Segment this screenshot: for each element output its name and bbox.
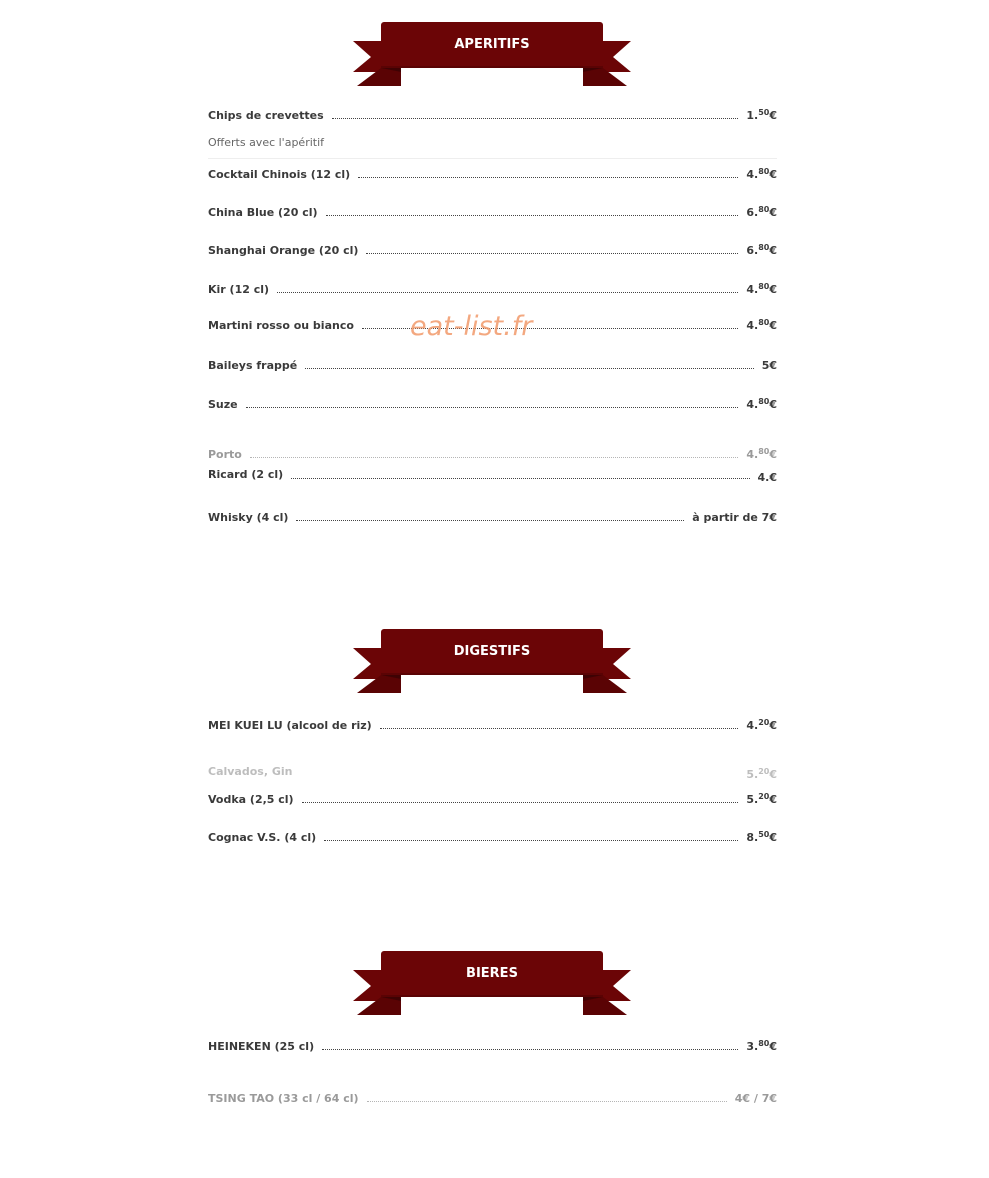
item-price: 8.50€ <box>746 830 777 844</box>
item-price: 4.80€ <box>746 167 777 181</box>
item-name: Kir (12 cl) <box>208 283 270 296</box>
item-price: 6.80€ <box>746 243 777 257</box>
section-banner <box>353 22 631 88</box>
dotted-leader <box>326 214 739 216</box>
item-name: Chips de crevettes <box>208 109 324 122</box>
item-price: 4.80€ <box>746 282 777 296</box>
dotted-leader <box>366 252 738 254</box>
item-price: à partir de 7€ <box>692 511 777 524</box>
menu-item <box>208 238 777 258</box>
item-name: Whisky (4 cl) <box>208 511 289 524</box>
menu-item <box>208 468 777 484</box>
dotted-leader <box>300 767 738 768</box>
menu-item <box>208 277 777 297</box>
item-name: Cognac V.S. (4 cl) <box>208 831 317 844</box>
item-price: 4.80€ <box>746 447 777 461</box>
menu-item <box>208 787 777 807</box>
item-price: 4.80€ <box>746 397 777 411</box>
item-name: Baileys frappé <box>208 359 298 372</box>
item-name: Porto <box>208 448 242 461</box>
section-title: DIGESTIFS <box>453 644 531 659</box>
dotted-leader <box>324 839 738 841</box>
item-price: 4€ / 7€ <box>734 1092 777 1105</box>
item-name: China Blue (20 cl) <box>208 206 318 219</box>
dotted-leader <box>296 519 684 521</box>
item-name: MEI KUEI LU (alcool de riz) <box>208 719 372 732</box>
menu-item <box>208 713 777 733</box>
menu-item <box>208 505 777 525</box>
item-name: Martini rosso ou bianco <box>208 319 354 332</box>
section-title: APERITIFS <box>454 37 530 52</box>
item-price: 4.20€ <box>746 718 777 732</box>
dotted-leader <box>302 801 739 803</box>
dotted-leader <box>322 1048 738 1050</box>
item-name: Ricard (2 cl) <box>208 468 284 481</box>
item-price: 4.€ <box>757 471 777 484</box>
dotted-leader <box>305 367 753 369</box>
dotted-leader <box>246 406 739 408</box>
dotted-leader <box>250 456 739 458</box>
item-price: 3.80€ <box>746 1039 777 1053</box>
menu-item <box>208 825 777 845</box>
menu-item <box>208 765 777 781</box>
menu-item <box>208 200 777 220</box>
menu-item <box>208 392 777 412</box>
item-price: 6.80€ <box>746 205 777 219</box>
item-name: Calvados, Gin <box>208 765 293 778</box>
item-name: Cocktail Chinois (12 cl) <box>208 168 351 181</box>
item-price: 5€ <box>761 359 777 372</box>
section-banner <box>353 629 631 695</box>
menu-item <box>208 1034 777 1054</box>
item-name: HEINEKEN (25 cl) <box>208 1040 315 1053</box>
dotted-leader <box>277 291 738 293</box>
section-title: BIERES <box>466 966 518 981</box>
item-name: Shanghai Orange (20 cl) <box>208 244 359 257</box>
menu-item <box>208 162 777 182</box>
menu-item <box>208 103 777 123</box>
dotted-leader <box>380 727 739 729</box>
item-price: 5.20€ <box>746 792 777 806</box>
item-price: 4.80€ <box>746 318 777 332</box>
menu-item <box>208 442 777 462</box>
dotted-leader <box>332 117 739 119</box>
item-note: Offerts avec l'apéritif <box>208 136 325 149</box>
dotted-leader <box>358 176 738 178</box>
item-price: 1.50€ <box>746 108 777 122</box>
section-banner <box>353 951 631 1017</box>
dotted-leader <box>367 1100 727 1102</box>
menu-item <box>208 353 777 373</box>
item-price: 5.20€ <box>746 767 777 781</box>
watermark-text: eat-list.fr <box>410 311 533 342</box>
menu-item <box>208 1086 777 1106</box>
dotted-leader <box>291 477 749 479</box>
item-name: Vodka (2,5 cl) <box>208 793 294 806</box>
item-name: TSING TAO (33 cl / 64 cl) <box>208 1092 359 1105</box>
item-name: Suze <box>208 398 238 411</box>
divider <box>208 158 777 159</box>
